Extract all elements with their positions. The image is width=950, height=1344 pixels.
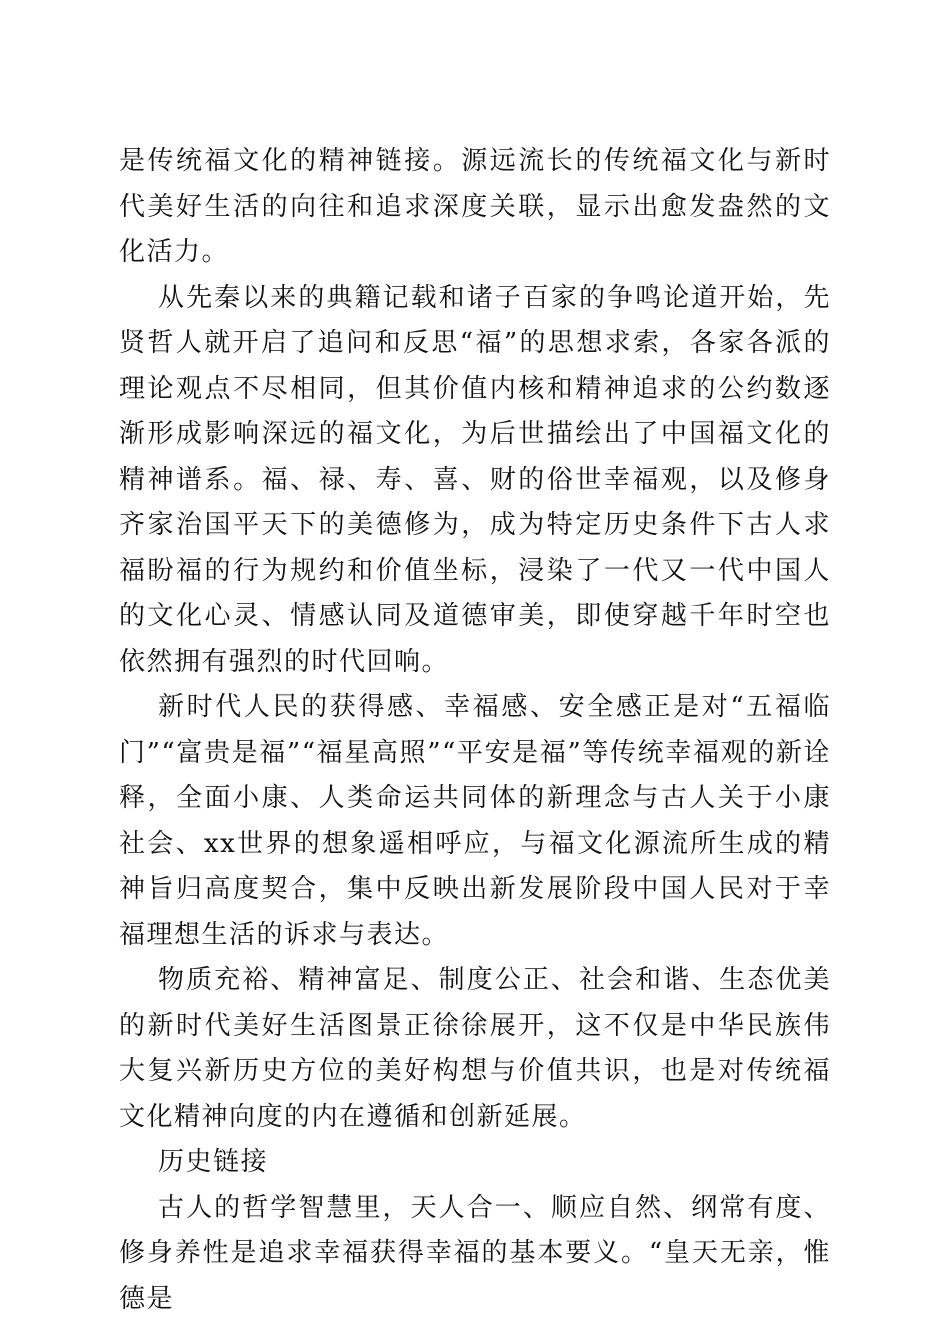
paragraph-2: 从先秦以来的典籍记载和诸子百家的争鸣论道开始，先贤哲人就开启了追问和反思“福”的思想求索，各家各派的理论观点不尽相同，但其价值内核和精神追求的公约数逐渐形成影响深远的福文化，为后世描绘出了中国福文化的精神谱系。福、禄、寿、喜、财的俗世幸福观，以及修身齐家治国平天下的美德修为，成为特定历史条件下古人求福盼福的行为规约和价值坐标，浸染了一代又一代中国人的文化心灵、情感认同及道德审美，即使穿越千年时空也依然拥有强烈的时代回响。: [119, 282, 831, 677]
paragraph-4: 物质充裕、精神富足、制度公正、社会和谐、生态优美的新时代美好生活图景正徐徐展开，这不仅是中华民族伟大复兴新历史方位的美好构想与价值共识，也是对传统福文化精神向度的内在遵循和创新延展。: [119, 965, 831, 1132]
paragraph-3: 新时代人民的获得感、幸福感、安全感正是对“五福临门”“富贵是福”“福星高照”“平安是福”等传统幸福观的新诠释，全面小康、人类命运共同体的新理念与古人关于小康社会、xx世界的想象遥相呼应，与福文化源流所生成的精神旨归高度契合，集中反映出新发展阶段中国人民对于幸福理想生活的诉求与表达。: [119, 692, 831, 950]
paragraph-1: 是传统福文化的精神链接。源远流长的传统福文化与新时代美好生活的向往和追求深度关联，显示出愈发盎然的文化活力。: [119, 146, 831, 267]
section-heading-history-link: 历史链接: [158, 1147, 269, 1177]
paragraph-5: 古人的哲学智慧里，天人合一、顺应自然、纲常有度、修身养性是追求幸福获得幸福的基本要义。“皇天无亲，惟德是: [119, 1192, 831, 1314]
document-body: [119, 139, 831, 1322]
